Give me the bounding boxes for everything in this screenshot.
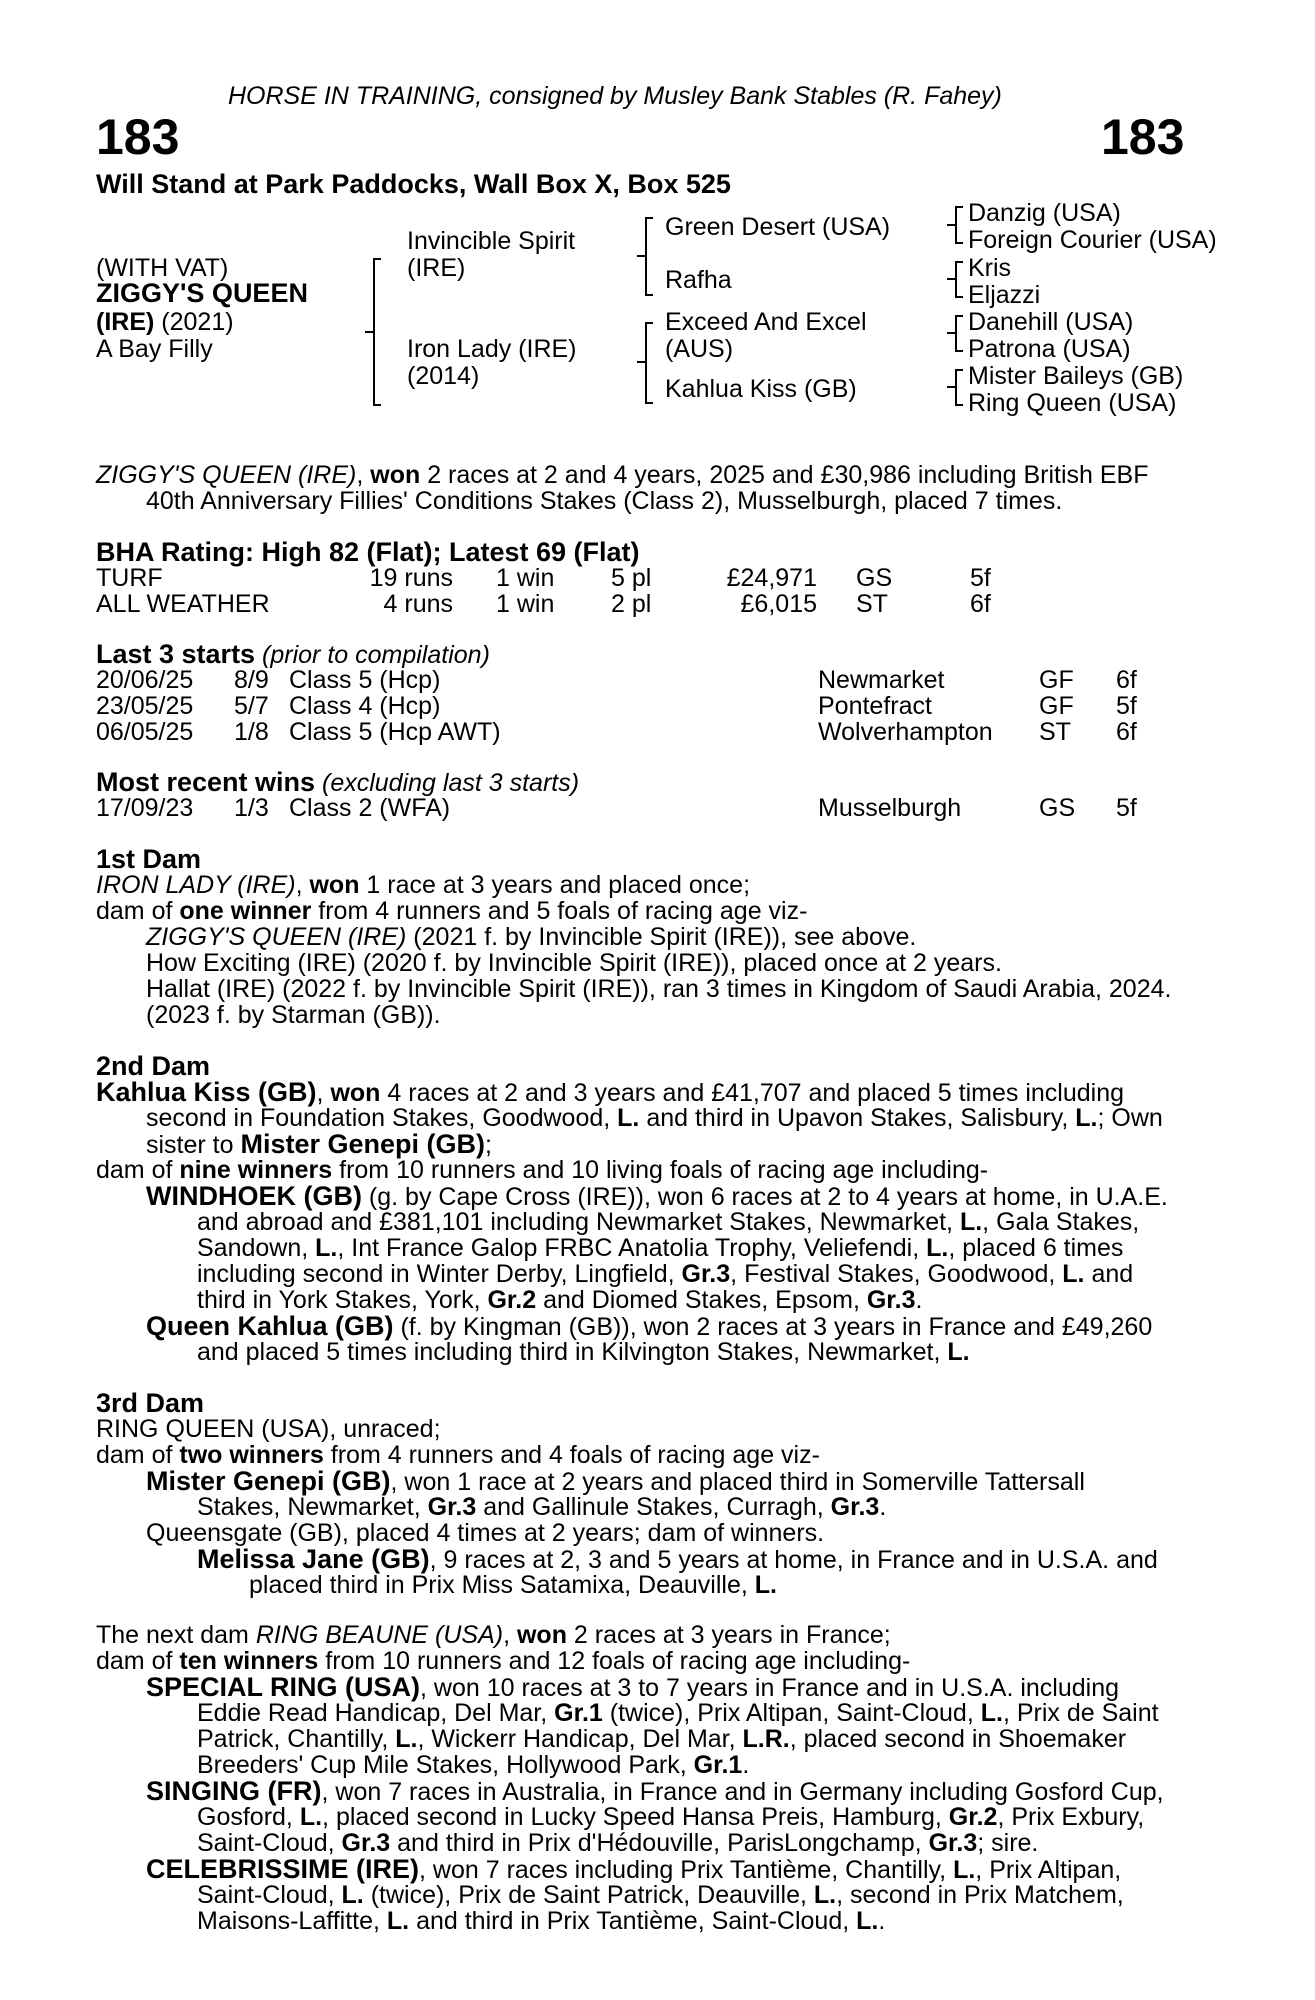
dam2-line1: Kahlua Kiss (GB), won 4 races at 2 and 3 years and £41,707 and placed 5 times including xyxy=(96,1077,1125,1107)
start-date: 20/06/25 xyxy=(96,666,194,694)
singing-text: Gosford, xyxy=(197,1803,300,1831)
dam3-line1: RING QUEEN (USA), unraced; xyxy=(96,1415,441,1443)
recent-title: Most recent wins xyxy=(96,767,316,797)
windhoek-text: , Gala Stakes, xyxy=(982,1208,1140,1236)
singing-text: ; sire. xyxy=(977,1829,1039,1857)
recent-race: Class 2 (WFA) xyxy=(289,794,451,822)
queen-kahlua-text: (f. by Kingman (GB)), won 2 races at 3 years in France and £49,260 xyxy=(393,1313,1153,1341)
special-ring-text: Breeders' Cup Mile Stakes, Hollywood Park, xyxy=(197,1751,694,1779)
pedigree-brace-dd-point xyxy=(947,386,955,388)
nextdam-text: dam of xyxy=(96,1647,180,1675)
windhoek-line3 xyxy=(197,1236,1123,1262)
summary-text: 2 races at 2 and 4 years, 2025 and £30,986 including British EBF xyxy=(420,461,1149,489)
singing-text: and third in Prix d'Hédouville, ParisLongchamp, xyxy=(390,1829,929,1857)
start-distance: 5f xyxy=(1116,692,1137,720)
queensgate-line: Queensgate (GB), placed 4 times at 2 years; dam of winners. xyxy=(146,1519,825,1547)
start-distance: 6f xyxy=(1116,718,1137,746)
listed-tag: L.R. xyxy=(742,1725,790,1753)
group-tag: Gr.3 xyxy=(830,1493,880,1521)
celebrissime-text: (twice), Prix de Saint Patrick, Deauville, xyxy=(363,1881,814,1909)
summary-line2: 40th Anniversary Fillies' Conditions Stakes (Class 2), Musselburgh, placed 7 times. xyxy=(146,487,1063,515)
dam2-text: sister to xyxy=(146,1131,241,1159)
celebrissime-text: , second in Prix Matchem, xyxy=(836,1881,1124,1909)
start-course: Newmarket xyxy=(818,666,945,694)
listed-tag: L. xyxy=(926,1234,949,1262)
recent-date: 17/09/23 xyxy=(96,794,194,822)
start-position: 1/8 xyxy=(234,718,269,746)
rating-surface: TURF xyxy=(96,564,163,592)
recent-note: (excluding last 3 starts) xyxy=(322,769,580,797)
nextdam-won: won xyxy=(516,1621,567,1649)
listed-tag: L. xyxy=(754,1571,777,1599)
special-ring-text: (twice), Prix Altipan, Saint-Cloud, xyxy=(602,1699,981,1727)
nextdam-line1 xyxy=(96,1623,891,1649)
recent-course: Musselburgh xyxy=(818,794,962,822)
listed-tag: L. xyxy=(1075,1104,1098,1132)
dam2-line4 xyxy=(96,1158,988,1184)
dam1-line2 xyxy=(96,899,807,925)
start-position: 5/7 xyxy=(234,692,269,720)
pedigree-ssd: Foreign Courier (USA) xyxy=(968,226,1217,254)
dam2-won: won xyxy=(330,1079,381,1107)
dam1-won: won xyxy=(309,871,360,899)
dam2-text: and third in Upavon Stakes, Salisbury, xyxy=(639,1104,1076,1132)
group-tag: Gr.1 xyxy=(693,1751,743,1779)
windhoek-text: Sandown, xyxy=(197,1234,316,1262)
pedigree-brace-ds xyxy=(955,315,957,352)
pedigree-brace-sd xyxy=(955,261,957,298)
pedigree-dam-line2: (2014) xyxy=(407,362,480,390)
nextdam-winners: ten winners xyxy=(179,1647,319,1675)
queen-kahlua-line2 xyxy=(197,1340,970,1366)
mister-genepi-text: . xyxy=(879,1493,887,1521)
pedigree-sire-line1: Invincible Spirit xyxy=(407,227,576,255)
special-ring-line1 xyxy=(146,1672,1120,1702)
start-course: Pontefract xyxy=(818,692,932,720)
melissa-jane-text: placed third in Prix Miss Satamixa, Deauville, xyxy=(249,1571,755,1599)
group-tag: Gr.3 xyxy=(866,1286,916,1314)
windhoek-line2 xyxy=(197,1210,1139,1236)
listed-tag: L. xyxy=(395,1725,418,1753)
last3-note: (prior to compilation) xyxy=(262,641,490,669)
recent-going: GS xyxy=(1039,794,1076,822)
start-going: GF xyxy=(1039,666,1074,694)
rating-runs: 19 runs xyxy=(369,564,453,592)
horse-name: ZIGGY'S QUEEN xyxy=(96,278,308,308)
special-ring-text: . xyxy=(742,1751,750,1779)
start-date: 23/05/25 xyxy=(96,692,194,720)
celebrissime-text: , Prix Altipan, xyxy=(975,1856,1122,1884)
dam2-name: Kahlua Kiss (GB) xyxy=(96,1077,317,1107)
pedigree-dam-sire-line2: (AUS) xyxy=(665,335,734,363)
group-tag: Gr.1 xyxy=(554,1699,603,1727)
listed-tag: L. xyxy=(947,1338,970,1366)
dam2-text: from 10 runners and 10 living foals of racing age including- xyxy=(332,1156,989,1184)
celebrissime-text: . xyxy=(878,1907,886,1935)
listed-tag: L. xyxy=(813,1881,837,1909)
celebrissime-line3 xyxy=(197,1909,885,1935)
windhoek-text: , placed 6 times xyxy=(948,1234,1124,1262)
pedigree-sire-line2: (IRE) xyxy=(407,254,466,282)
pedigree-brace-sire xyxy=(645,217,647,296)
windhoek-text: , Int France Galop FRBC Anatolia Trophy, Veliefendi, xyxy=(337,1234,927,1262)
dam1-text: (2021 f. by Invincible Spirit (IRE)), see above. xyxy=(406,923,917,951)
group-tag: Gr.3 xyxy=(341,1829,391,1857)
listed-tag: L. xyxy=(953,1856,976,1884)
special-ring-text: , Prix de Saint xyxy=(1002,1699,1159,1727)
dam2-text: ; Own xyxy=(1097,1104,1163,1132)
pedigree-brace-ss-point xyxy=(947,224,955,226)
dam2-line3 xyxy=(146,1129,492,1159)
special-ring-text: Patrick, Chantilly, xyxy=(197,1725,396,1753)
listed-tag: L. xyxy=(1062,1260,1085,1288)
lot-number-left: 183 xyxy=(96,109,180,165)
dam1-title: 1st Dam xyxy=(96,844,202,874)
singing-line1 xyxy=(146,1776,1164,1806)
windhoek-text: including second in Winter Derby, Lingfield, xyxy=(197,1260,682,1288)
celebrissime-text: Saint-Cloud, xyxy=(197,1881,342,1909)
pedigree-sss: Danzig (USA) xyxy=(968,199,1121,227)
rating-surface: ALL WEATHER xyxy=(96,590,270,618)
rating-placed: 5 pl xyxy=(611,564,652,592)
pedigree-dss: Danehill (USA) xyxy=(968,308,1134,336)
celebrissime-line2 xyxy=(197,1883,1124,1909)
rating-wins: 1 win xyxy=(496,590,555,618)
pedigree-dsd: Patrona (USA) xyxy=(968,335,1131,363)
singing-text: , placed second in Lucky Speed Hansa Preis, Hamburg, xyxy=(322,1803,949,1831)
summary-line1: ZIGGY'S QUEEN (IRE), won 2 races at 2 and 4 years, 2025 and £30,986 including British EBF xyxy=(96,461,1149,489)
rating-distance: 5f xyxy=(970,564,991,592)
mister-genepi-text: , won 1 race at 2 years and placed third in Somerville Tattersall xyxy=(390,1468,1085,1496)
pedigree-brace-sd-point xyxy=(947,278,955,280)
melissa-jane-text: , 9 races at 2, 3 and 5 years at home, in France and in U.S.A. and xyxy=(429,1546,1158,1574)
listed-tag: L. xyxy=(959,1208,983,1236)
dam2-text: dam of xyxy=(96,1156,180,1184)
singing-line3 xyxy=(197,1831,1038,1857)
windhoek-text: (g. by Cape Cross (IRE)), won 6 races at 2 to 4 years at home, in U.A.E. xyxy=(361,1183,1168,1211)
pedigree-dam-line1: Iron Lady (IRE) xyxy=(407,335,577,363)
dam1-foal-name: ZIGGY'S QUEEN (IRE) xyxy=(146,923,407,951)
nextdam-text: 2 races at 3 years in France; xyxy=(566,1621,891,1649)
pedigree-brace-dam-point xyxy=(637,361,645,363)
listed-tag: L. xyxy=(386,1907,410,1935)
nextdam-text: , xyxy=(503,1621,517,1649)
windhoek-text: . xyxy=(915,1286,923,1314)
pedigree-brace-dd xyxy=(955,369,957,406)
mister-genepi-text: and Gallinule Stakes, Curragh, xyxy=(476,1493,831,1521)
pedigree-sire-sire: Green Desert (USA) xyxy=(665,213,891,241)
queen-kahlua-text: and placed 5 times including third in Kilvington Stakes, Newmarket, xyxy=(197,1338,948,1366)
dam3-text: dam of xyxy=(96,1441,180,1469)
listed-tag: L. xyxy=(315,1234,338,1262)
pedigree-brace-main xyxy=(373,258,375,406)
recent-position: 1/3 xyxy=(234,794,269,822)
listed-tag: L. xyxy=(980,1699,1003,1727)
dam1-line1: IRON LADY (IRE), won 1 race at 3 years and placed once; xyxy=(96,871,751,899)
dam2-line2 xyxy=(146,1106,1163,1132)
group-tag: Gr.3 xyxy=(681,1260,731,1288)
dam3-title: 3rd Dam xyxy=(96,1388,205,1418)
singing-name: SINGING (FR) xyxy=(146,1776,322,1806)
rating-wins: 1 win xyxy=(496,564,555,592)
windhoek-line5 xyxy=(197,1288,922,1314)
start-distance: 6f xyxy=(1116,666,1137,694)
windhoek-text: , Festival Stakes, Goodwood, xyxy=(730,1260,1063,1288)
start-course: Wolverhampton xyxy=(818,718,993,746)
dam2-text: ; xyxy=(485,1131,492,1159)
nextdam-text: from 10 runners and 12 foals of racing age including- xyxy=(318,1647,911,1675)
pedigree-dam-dam: Kahlua Kiss (GB) xyxy=(665,375,857,403)
group-tag: Gr.2 xyxy=(948,1803,998,1831)
pedigree-brace-sire-point xyxy=(637,255,645,257)
pedigree-sds: Kris xyxy=(968,254,1012,282)
dam2-title: 2nd Dam xyxy=(96,1051,211,1081)
pedigree-brace-ss xyxy=(955,206,957,244)
windhoek-text: and abroad and £381,101 including Newmarket Stakes, Newmarket, xyxy=(197,1208,960,1236)
mister-genepi-name: Mister Genepi (GB) xyxy=(146,1466,391,1496)
listed-tag: L. xyxy=(617,1104,640,1132)
listed-tag: L. xyxy=(856,1907,879,1935)
rating-runs: 4 runs xyxy=(383,590,453,618)
rating-placed: 2 pl xyxy=(611,590,652,618)
mister-genepi-line2 xyxy=(197,1495,886,1521)
vat-note: (WITH VAT) xyxy=(96,254,229,282)
dam1-line3 xyxy=(146,925,916,951)
windhoek-line4 xyxy=(197,1262,1133,1288)
stand-location: Will Stand at Park Paddocks, Wall Box X, Box 525 xyxy=(96,169,731,199)
celebrissime-name: CELEBRISSIME (IRE) xyxy=(146,1854,420,1884)
melissa-jane-line1 xyxy=(197,1544,1158,1574)
start-race: Class 5 (Hcp) xyxy=(289,666,441,694)
windhoek-text: and Diomed Stakes, Epsom, xyxy=(536,1286,867,1314)
special-ring-name: SPECIAL RING (USA) xyxy=(146,1672,421,1702)
start-race: Class 4 (Hcp) xyxy=(289,692,441,720)
dam1-text: from 4 runners and 5 foals of racing age viz- xyxy=(311,897,808,925)
group-tag: Gr.3 xyxy=(427,1493,477,1521)
consignor-line: HORSE IN TRAINING, consigned by Musley Bank Stables (R. Fahey) xyxy=(228,82,1002,110)
dam1-line4: How Exciting (IRE) (2020 f. by Invincible Spirit (IRE)), placed once at 2 years. xyxy=(146,949,1002,977)
pedigree-sdd: Eljazzi xyxy=(968,281,1041,309)
special-ring-text: , placed second in Shoemaker xyxy=(789,1725,1127,1753)
singing-text: , won 7 races in Australia, in France and in Germany including Gosford Cup, xyxy=(321,1778,1164,1806)
dam1-text: dam of xyxy=(96,897,180,925)
nextdam-text: The next dam xyxy=(96,1621,256,1649)
dam1-text: 1 race at 3 years and placed once; xyxy=(359,871,751,899)
nextdam-line2 xyxy=(96,1649,910,1675)
special-ring-text: , Wickerr Handicap, Del Mar, xyxy=(417,1725,743,1753)
pedigree-sire-dam: Rafha xyxy=(665,266,732,294)
pedigree-ddd: Ring Queen (USA) xyxy=(968,389,1177,417)
group-tag: Gr.2 xyxy=(487,1286,537,1314)
rating-going: GS xyxy=(856,564,893,592)
dam1-winners: one winner xyxy=(179,897,312,925)
special-ring-text: , won 10 races at 3 to 7 years in France and in U.S.A. including xyxy=(420,1674,1120,1702)
start-going: ST xyxy=(1039,718,1071,746)
singing-line2 xyxy=(197,1805,1144,1831)
celebrissime-line1 xyxy=(146,1854,1122,1884)
dam2-winners: nine winners xyxy=(179,1156,333,1184)
pedigree-brace-main-point xyxy=(365,331,373,333)
melissa-jane-line2 xyxy=(249,1573,777,1599)
pedigree-brace-ds-point xyxy=(947,332,955,334)
start-position: 8/9 xyxy=(234,666,269,694)
singing-text: , Prix Exbury, xyxy=(997,1803,1145,1831)
horse-country: (IRE) xyxy=(96,308,155,336)
mister-genepi-line1 xyxy=(146,1466,1085,1496)
queen-kahlua-name: Queen Kahlua (GB) xyxy=(146,1311,394,1341)
last3-heading xyxy=(96,639,490,669)
rating-distance: 6f xyxy=(970,590,991,618)
nextdam-name: RING BEAUNE (USA) xyxy=(255,1621,504,1649)
recent-heading xyxy=(96,767,580,797)
recent-distance: 5f xyxy=(1116,794,1137,822)
windhoek-text: and xyxy=(1084,1260,1134,1288)
summary-won: won xyxy=(370,461,421,489)
rating-money: £24,971 xyxy=(726,564,817,592)
start-race: Class 5 (Hcp AWT) xyxy=(289,718,501,746)
summary-horse-name: ZIGGY'S QUEEN (IRE) xyxy=(96,461,357,489)
rating-money: £6,015 xyxy=(740,590,817,618)
singing-text: Saint-Cloud, xyxy=(197,1829,342,1857)
dam1-line5: Hallat (IRE) (2022 f. by Invincible Spirit (IRE)), ran 3 times in Kingdom of Saudi Arabia, 2024. xyxy=(146,975,1172,1003)
special-ring-text: Eddie Read Handicap, Del Mar, xyxy=(197,1699,555,1727)
group-tag: Gr.3 xyxy=(928,1829,978,1857)
pedigree-dam-sire-line1: Exceed And Excel xyxy=(665,308,867,336)
dam3-text: from 4 runners and 4 foals of racing age viz- xyxy=(323,1441,820,1469)
special-ring-line4 xyxy=(197,1753,749,1779)
windhoek-name: WINDHOEK (GB) xyxy=(146,1181,362,1211)
listed-tag: L. xyxy=(341,1881,364,1909)
dam1-line6: (2023 f. by Starman (GB)). xyxy=(146,1001,441,1029)
celebrissime-text: and third in Prix Tantième, Saint-Cloud, xyxy=(409,1907,857,1935)
celebrissime-text: , won 7 races including Prix Tantième, Chantilly, xyxy=(419,1856,954,1884)
listed-tag: L. xyxy=(299,1803,323,1831)
dam3-winners: two winners xyxy=(179,1441,324,1469)
rating-going: ST xyxy=(856,590,888,618)
melissa-jane-name: Melissa Jane (GB) xyxy=(197,1544,430,1574)
queen-kahlua-line1 xyxy=(146,1311,1153,1341)
celebrissime-text: Maisons-Laffitte, xyxy=(197,1907,387,1935)
special-ring-line2 xyxy=(197,1701,1159,1727)
dam2-text: 4 races at 2 and 3 years and £41,707 and placed 5 times including xyxy=(380,1079,1125,1107)
horse-origin xyxy=(96,310,234,336)
start-date: 06/05/25 xyxy=(96,718,194,746)
horse-description: A Bay Filly xyxy=(96,335,213,363)
dam2-sibling: Mister Genepi (GB) xyxy=(240,1129,486,1159)
dam3-line2 xyxy=(96,1443,820,1469)
pedigree-dds: Mister Baileys (GB) xyxy=(968,362,1184,390)
dam1-name: IRON LADY (IRE) xyxy=(96,871,296,899)
pedigree-brace-dam xyxy=(645,322,647,404)
special-ring-line3 xyxy=(197,1727,1126,1753)
windhoek-line1 xyxy=(146,1181,1168,1211)
last3-title: Last 3 starts xyxy=(96,639,256,669)
horse-year: (2021) xyxy=(161,308,234,336)
lot-number-right: 183 xyxy=(1101,109,1185,165)
mister-genepi-text: Stakes, Newmarket, xyxy=(197,1493,428,1521)
start-going: GF xyxy=(1039,692,1074,720)
windhoek-text: third in York Stakes, York, xyxy=(197,1286,488,1314)
rating-title: BHA Rating: High 82 (Flat); Latest 69 (Flat) xyxy=(96,537,640,567)
dam2-text: second in Foundation Stakes, Goodwood, xyxy=(146,1104,618,1132)
